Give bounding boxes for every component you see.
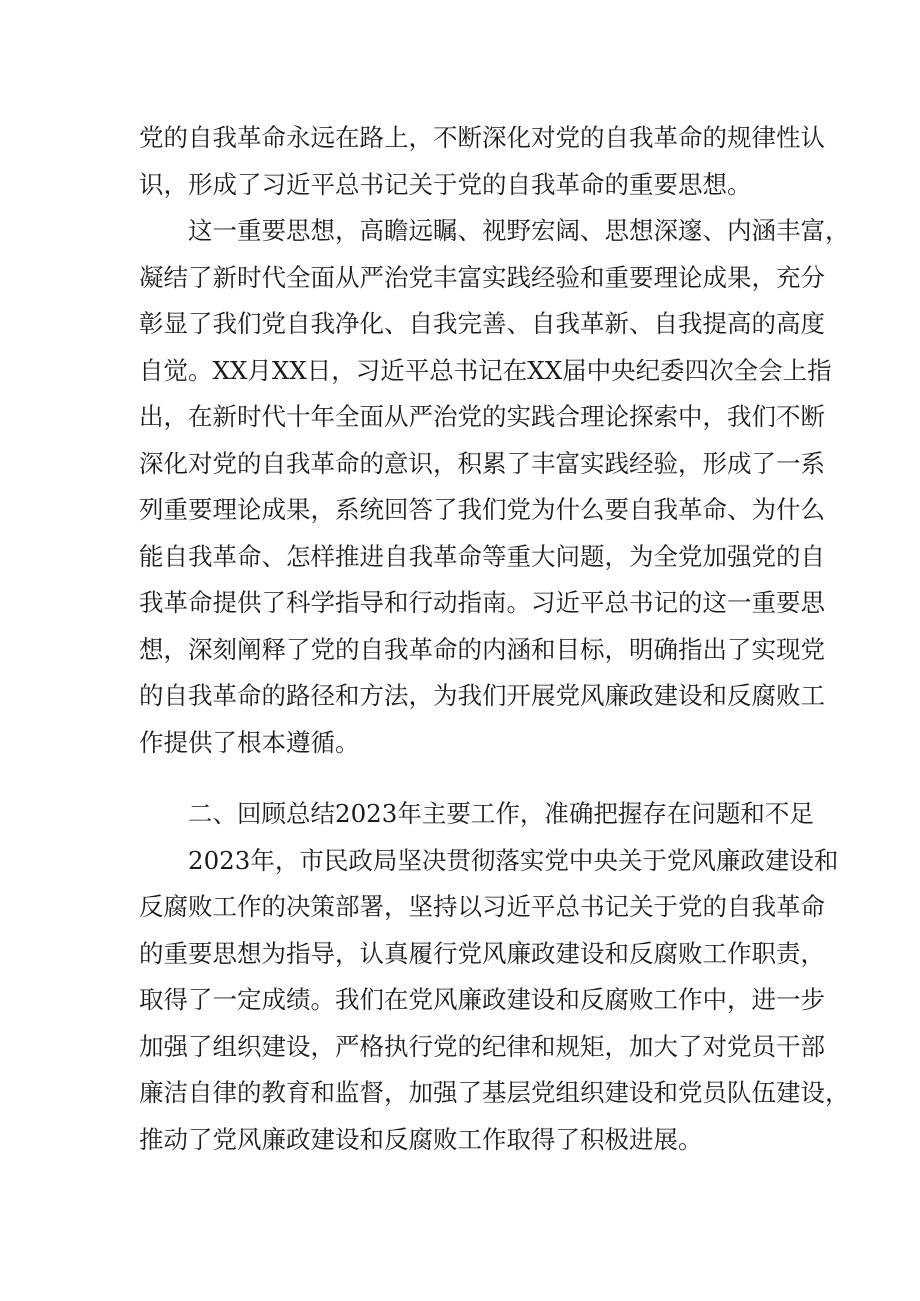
text-line: 2023年，市民政局坚决贯彻落实党中央关于党风廉政建设和 xyxy=(188,846,839,875)
text-line: 这一重要思想，高瞻远瞩、视野宏阔、思想深邃、内涵丰富， xyxy=(188,216,850,245)
text-line: 取得了一定成绩。我们在党风廉政建设和反腐败工作中，进一步 xyxy=(139,985,825,1014)
text-line: 廉洁自律的教育和监督，加强了基层党组织建设和党员队伍建设， xyxy=(139,1078,850,1107)
text-line: 作提供了根本遵循。 xyxy=(139,728,360,757)
text-line: 想，深刻阐释了党的自我革命的内涵和目标，明确指出了实现党 xyxy=(139,635,825,664)
text-line: 彰显了我们党自我净化、自我完善、自我革新、自我提高的高度 xyxy=(139,309,825,338)
text-line: 能自我革命、怎样推进自我革命等重大问题，为全党加强党的自 xyxy=(139,542,825,571)
text-line: 自觉。XX月XX日，习近平总书记在XX届中央纪委四次全会上指 xyxy=(139,356,832,385)
text-line: 出，在新时代十年全面从严治党的实践合理论探索中，我们不断 xyxy=(139,402,825,431)
text-line: 党的自我革命永远在路上，不断深化对党的自我革命的规律性认 xyxy=(139,123,825,152)
text-line: 反腐败工作的决策部署，坚持以习近平总书记关于党的自我革命 xyxy=(139,892,825,921)
text-line: 的自我革命的路径和方法，为我们开展党风廉政建设和反腐败工 xyxy=(139,681,825,710)
text-line: 的重要思想为指导，认真履行党风廉政建设和反腐败工作职责， xyxy=(139,939,825,968)
text-line: 列重要理论成果，系统回答了我们党为什么要自我革命、为什么 xyxy=(139,495,825,524)
text-line: 推动了党风廉政建设和反腐败工作取得了积极进展。 xyxy=(139,1125,703,1154)
text-line: 凝结了新时代全面从严治党丰富实践经验和重要理论成果，充分 xyxy=(139,263,825,292)
text-line: 深化对党的自我革命的意识，积累了丰富实践经验，形成了一系 xyxy=(139,449,825,478)
text-line: 加强了组织建设，严格执行党的纪律和规矩，加大了对党员干部 xyxy=(139,1032,825,1061)
section-heading: 二、回顾总结2023年主要工作，准确把握存在问题和不足 xyxy=(188,799,814,828)
text-line: 我革命提供了科学指导和行动指南。习近平总书记的这一重要思 xyxy=(139,588,825,617)
text-line: 识，形成了习近平总书记关于党的自我革命的重要思想。 xyxy=(139,170,752,199)
